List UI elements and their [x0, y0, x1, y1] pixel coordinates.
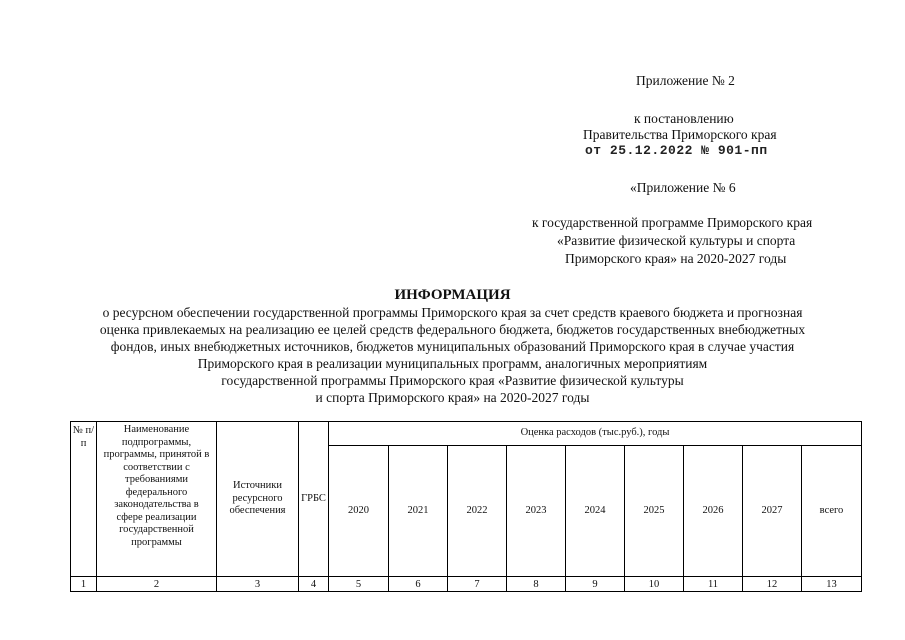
column-number: 11: [684, 577, 743, 592]
header-year: 2020: [329, 446, 389, 577]
resolution-date-number: от 25.12.2022 № 901-пп: [585, 143, 768, 158]
column-number: 1: [71, 577, 97, 592]
resource-table: [70, 421, 862, 592]
header-year: 2026: [684, 446, 743, 577]
column-number: 12: [743, 577, 802, 592]
appendix-6: «Приложение № 6: [630, 180, 736, 195]
column-number: 6: [389, 577, 448, 592]
column-number: 7: [448, 577, 507, 592]
header-program-name: Наименование подпрограммы, программы, принятой в соответствии с требованиями федерального законодательства в сфере реализации государственной программы: [97, 422, 217, 577]
subtitle-line: оценка привлекаемых на реализацию ее целей средств федерального бюджета, бюджетов государственных внебюджетных: [99, 322, 806, 337]
header-number: № п/п: [71, 422, 97, 577]
header-year: 2027: [743, 446, 802, 577]
column-number: 5: [329, 577, 389, 592]
column-number: 10: [625, 577, 684, 592]
document-title: ИНФОРМАЦИЯ: [394, 287, 511, 303]
header-year: 2025: [625, 446, 684, 577]
column-number: 4: [299, 577, 329, 592]
program-name-line-2: Приморского края» на 2020-2027 годы: [565, 251, 787, 266]
column-number: 13: [802, 577, 862, 592]
to-program: к государственной программе Приморского края: [532, 215, 813, 230]
subtitle-line: государственной программы Приморского края «Развитие физической культуры: [221, 373, 684, 388]
appendix-number: Приложение № 2: [636, 73, 735, 88]
column-number: 9: [566, 577, 625, 592]
header-sources: Источники ресурсного обеспечения: [217, 422, 299, 577]
header-year: 2021: [389, 446, 448, 577]
header-year: 2024: [566, 446, 625, 577]
subtitle-line: о ресурсном обеспечении государственной программы Приморского края за счет средств краевого бюджета и прогнозная: [102, 305, 803, 320]
header-total: всего: [802, 446, 862, 577]
header-grbs: ГРБС: [299, 422, 329, 577]
government-name: Правительства Приморского края: [583, 127, 777, 142]
to-resolution: к постановлению: [634, 111, 734, 126]
header-year: 2023: [507, 446, 566, 577]
subtitle-line: Приморского края в реализации муниципальных программ, аналогичных мероприятиям: [197, 356, 708, 371]
column-number: 8: [507, 577, 566, 592]
program-name-line-1: «Развитие физической культуры и спорта: [557, 233, 796, 248]
column-number: 3: [217, 577, 299, 592]
header-year: 2022: [448, 446, 507, 577]
column-number: 2: [97, 577, 217, 592]
subtitle-line: и спорта Приморского края» на 2020-2027 годы: [315, 390, 590, 405]
header-cost-estimate: Оценка расходов (тыс.руб.), годы: [329, 422, 862, 446]
subtitle-line: фондов, иных внебюджетных источников, бюджетов муниципальных образований Приморского края в случае участия: [110, 339, 795, 354]
